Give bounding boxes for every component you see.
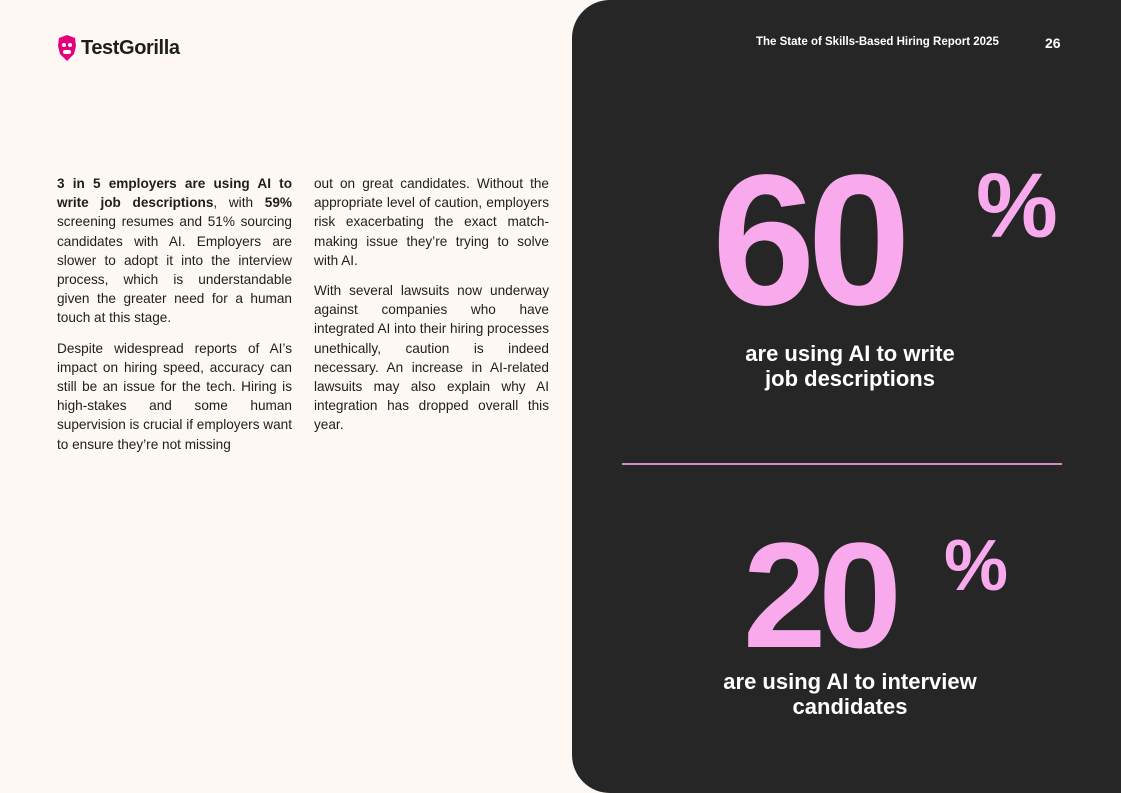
stat-caption (720, 341, 980, 391)
divider (622, 463, 1062, 465)
stat-unit: % (976, 155, 1058, 257)
stat-caption (700, 669, 1000, 719)
bold-text: 3 in 5 employers are using AI to write job descriptions (57, 176, 292, 211)
caption-line: candidates (792, 694, 908, 719)
brand-name: TestGorilla (81, 36, 180, 59)
paragraph (57, 174, 292, 328)
stat-unit: % (944, 526, 1009, 606)
page-number: 26 (1045, 35, 1061, 51)
stat-value: 60 (712, 137, 903, 344)
text-column-right (314, 174, 549, 446)
caption-line: are using AI to write (745, 341, 955, 366)
gorilla-logo-icon (57, 34, 77, 62)
brand-logo (57, 34, 180, 62)
caption-line: job descriptions (765, 366, 935, 391)
report-title: The State of Skills-Based Hiring Report 2025 (756, 36, 999, 48)
caption-line: are using AI to interview (723, 669, 977, 694)
bold-text: 59% (264, 195, 292, 211)
paragraph: With several lawsuits now underway against companies who have integrated AI into their hiring processes unethically, caution is indeed necessary. An increase in AI-related lawsuits may also explain why AI integration has dropped overall this year. (314, 283, 550, 433)
text-column-left (57, 174, 292, 465)
body-text: , with (213, 195, 265, 211)
paragraph: out on great candidates. Without the appropriate level of caution, employers risk exacerbating the exact match-making issue they’re trying to solve with AI. (314, 176, 549, 268)
paragraph: Despite widespread reports of AI’s impact on hiring speed, accuracy can still be an issue for the tech. Hiring is high-stakes and some human supervision is crucial if employers want to ensure they’re not missing (57, 340, 292, 452)
stat-value: 20 (743, 511, 894, 679)
body-text: screening resumes and 51% sourcing candidates with AI. Employers are slower to adopt it into the interview process, which is understandable given the greater need for a human touch at this stage. (57, 214, 292, 326)
